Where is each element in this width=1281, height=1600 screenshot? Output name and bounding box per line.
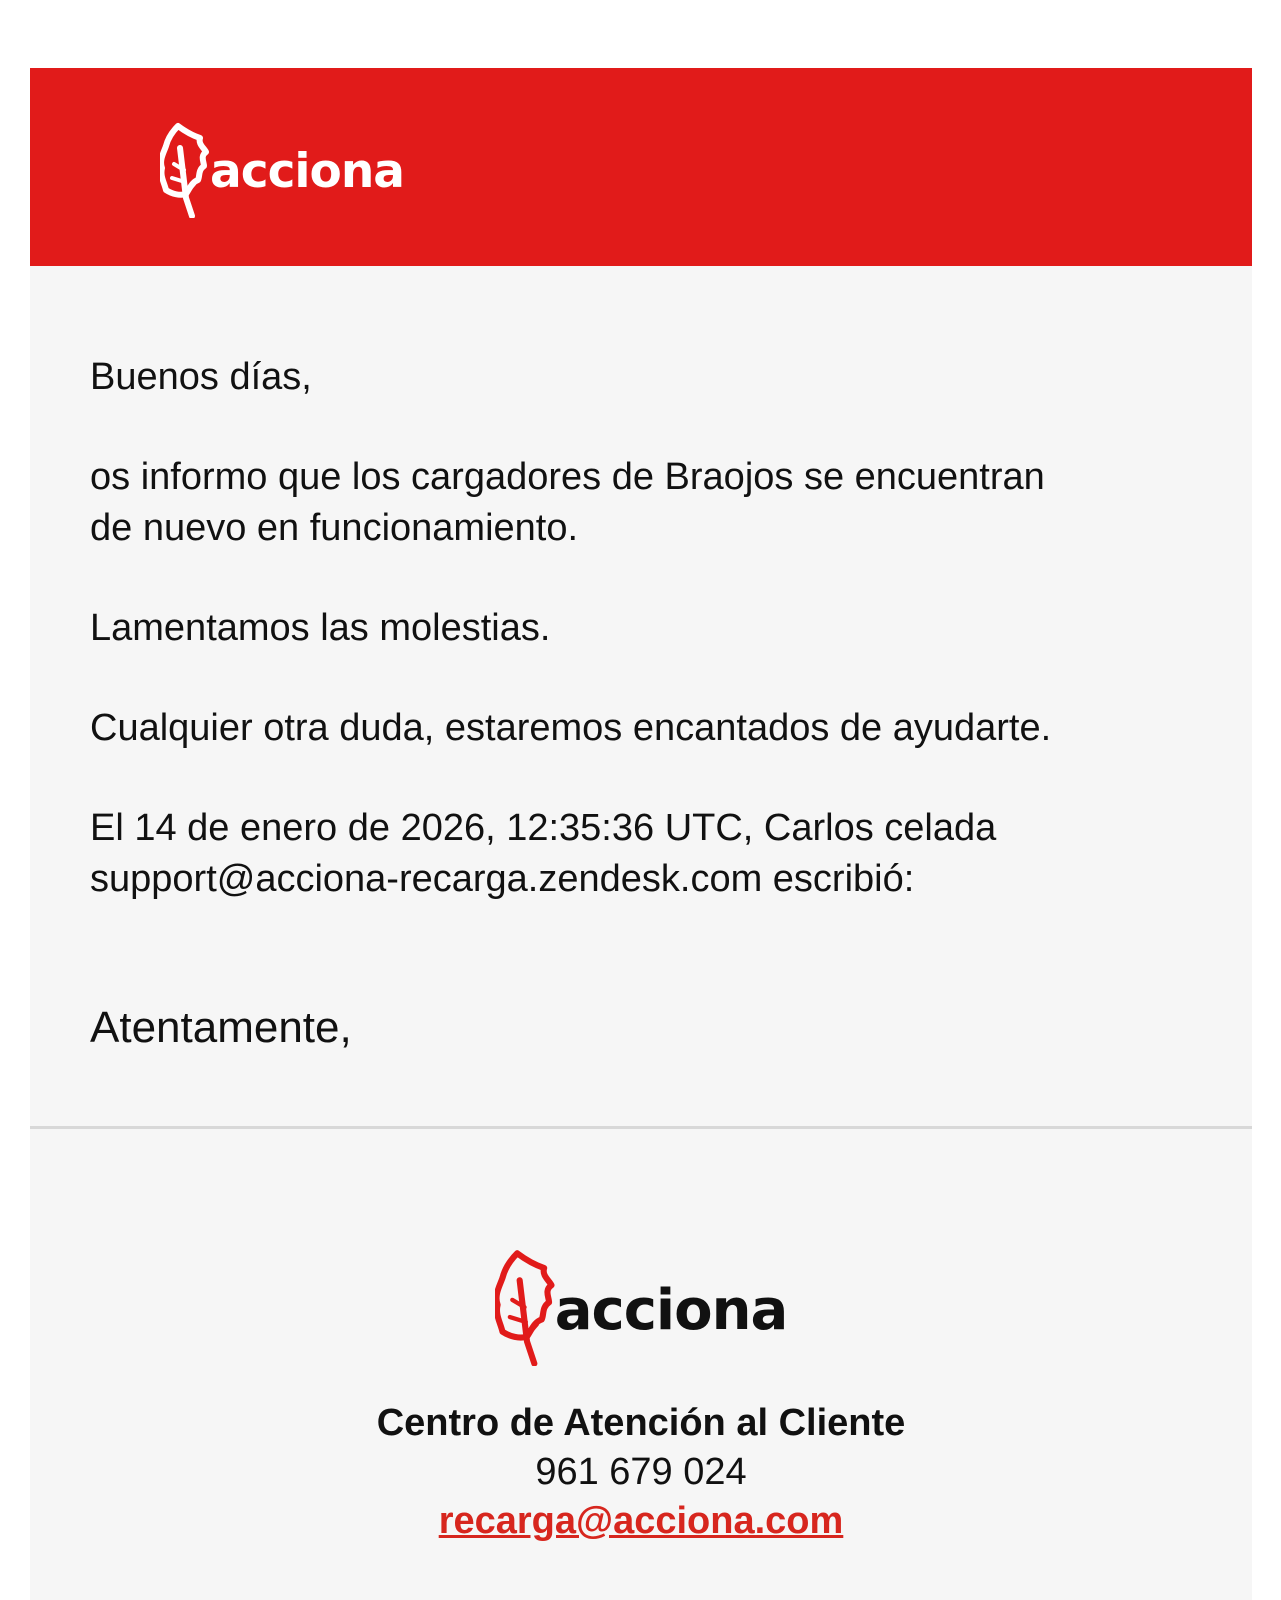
footer-logo-text: acciona [554, 1278, 788, 1343]
leaf-icon [160, 120, 212, 218]
status-line-2: de nuevo en funcionamiento. [90, 507, 579, 549]
header-bar [30, 68, 1252, 266]
email-card [30, 68, 1252, 1600]
quoted-header-line-2: support@acciona-recarga.zendesk.com escribió: [90, 858, 915, 900]
footer-phone[interactable]: 961 679 024 [535, 1451, 747, 1493]
footer-title: Centro de Atención al Cliente [376, 1402, 906, 1444]
message-body [30, 266, 1252, 1126]
apology-paragraph: Lamentamos las molestias. [90, 607, 551, 649]
help-paragraph: Cualquier otra duda, estaremos encantados de ayudarte. [90, 707, 1052, 749]
footer-logo[interactable] [495, 1246, 788, 1366]
leaf-icon [495, 1246, 559, 1366]
closing: Atentamente, [90, 1003, 352, 1052]
quoted-header [90, 803, 1192, 905]
quoted-header-line-1: El 14 de enero de 2026, 12:35:36 UTC, Carlos celada [90, 807, 997, 849]
status-paragraph [90, 452, 1192, 554]
footer-email-link[interactable]: recarga@acciona.com [438, 1500, 844, 1542]
header-logo[interactable] [160, 120, 404, 218]
greeting: Buenos días, [90, 356, 312, 398]
footer [30, 1129, 1252, 1545]
status-line-1: os informo que los cargadores de Braojos se encuentran [90, 456, 1045, 498]
header-logo-text: acciona [210, 143, 405, 199]
